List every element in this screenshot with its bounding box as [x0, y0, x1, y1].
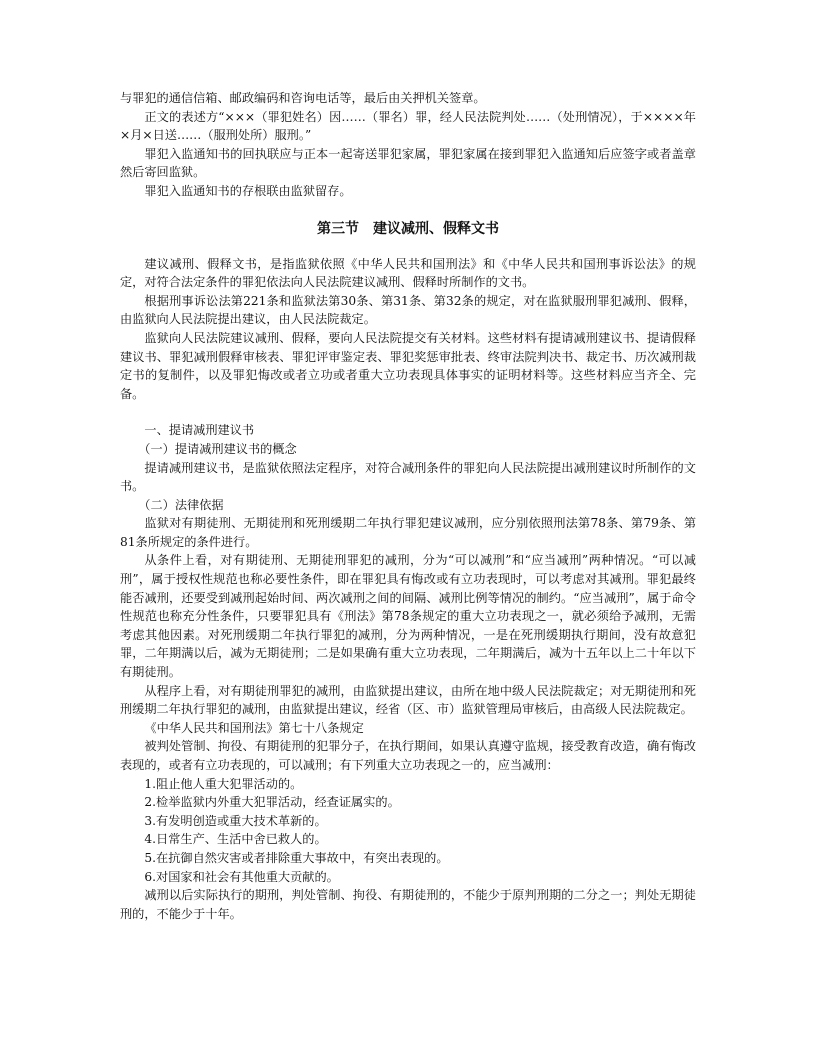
paragraph: 监狱对有期徒刑、无期徒刑和死刑缓期二年执行罪犯建议减刑，应分别依照刑法第78条、第79条、第81条所规定的条件进行。	[120, 516, 696, 549]
list-item: 5.在抗御自然灾害或者排除重大事故中，有突出表现的。	[144, 850, 449, 865]
paragraph: 罪犯入监通知书的回执联应与正本一起寄送罪犯家属，罪犯家属在接到罪犯入监通知后应签字或者盖章然后寄回监狱。	[120, 146, 696, 180]
paragraph: 建议减刑、假释文书，是指监狱依照《中华人民共和国刑法》和《中华人民共和国刑事诉讼法》的规定，对符合法定条件的罪犯依法向人民法院建议减刑、假释时所制作的文书。	[120, 256, 696, 290]
paragraph: 正文的表述方“×××（罪犯姓名）因……（罪名）罪，经人民法院判处……（处刑情况），于××××年×月×日送……（服刑处所）服刑。”	[120, 109, 696, 143]
paragraph: 根据刑事诉讼法第221条和监狱法第30条、第31条、第32条的规定，对在监狱服刑罪犯减刑、假释，由监狱向人民法院提出建议，由人民法院裁定。	[120, 293, 696, 327]
paragraph: 减刑以后实际执行的期刑，判处管制、拘役、有期徒刑的，不能少于原判刑期的二分之一；判处无期徒刑的，不能少于十年。	[120, 888, 696, 921]
list-item: 6.对国家和社会有其他重大贡献的。	[144, 869, 339, 884]
subsection-title: （一）提请减刑建议书的概念	[138, 441, 297, 456]
section-heading: 第三节 建议减刑、假释文书	[317, 220, 499, 237]
paragraph: 《中华人民共和国刑法》第七十八条规定	[144, 720, 364, 735]
list-item: 4.日常生产、生活中舍已救人的。	[144, 832, 327, 847]
paragraph: 罪犯入监通知书的存根联由监狱留存。	[144, 183, 352, 198]
paragraph: 从程序上看，对有期徒刑罪犯的减刑，由监狱提出建议，由所在地中级人民法院裁定；对无期徒刑和死刑缓期二年执行罪犯的减刑，由监狱提出建议，经省（区、市）监狱管理局审核后，由高级人民法院裁定。	[120, 683, 696, 717]
paragraph: 从条件上看，对有期徒刑、无期徒刑罪犯的减刑，分为“可以减刑”和“应当减刑”两种情况。“可以减刑”，属于授权性规范也称必要性条件，即在罪犯具有悔改或有立功表现时，可以考虑对其减刑。罪犯最终能否减刑，还要受到减刑起始时间、两次减刑之间的间隔、减刑比例等情况的制约。“应当减刑”，属于命令性规范也称充分性条件，只要罪犯具有《刑法》第78条规定的重大立功表现之一，就必须给予减刑，无需考虑其他因素。对死刑缓期二年执行罪犯的减刑，分为两种情况，一是在死刑缓期执行期间，没有故意犯罪，二年期满以后，减为无期徒刑；二是如果确有重大立功表现，二年期满后，减为十五年以上二十年以下有期徒刑。	[120, 553, 696, 680]
list-item: 1.阻止他人重大犯罪活动的。	[144, 776, 303, 791]
paragraph: 提请减刑建议书，是监狱依照法定程序，对符合减刑条件的罪犯向人民法院提出减刑建议时所制作的文书。	[120, 460, 696, 494]
paragraph: 与罪犯的通信信箱、邮政编码和咨询电话等，最后由关押机关签章。	[120, 91, 486, 105]
list-item: 3.有发明创造或重大技术革新的。	[144, 813, 327, 828]
list-item: 2.检举监狱内外重大犯罪活动，经查证属实的。	[144, 795, 400, 810]
subsection-title: （二）法律依据	[138, 497, 224, 512]
subsection-title: 一、提请减刑建议书	[144, 423, 255, 438]
paragraph: 被判处管制、拘役、有期徒刑的犯罪分子，在执行期间，如果认真遵守监规，接受教育改造，确有悔改表现的，或者有立功表现的，可以减刑；有下列重大立功表现之一的，应当减刑：	[120, 739, 696, 772]
document-body	[120, 89, 696, 923]
paragraph: 监狱向人民法院建议减刑、假释，要向人民法院提交有关材料。这些材料有提请减刑建议书、提请假释建议书、罪犯减刑假释审核表、罪犯评审鉴定表、罪犯奖惩审批表、终审法院判决书、裁定书、历次减刑裁定书的复制件，以及罪犯悔改或者立功或者重大立功表现具体事实的证明材料等。这些材料应当齐全、完备。	[120, 330, 696, 401]
